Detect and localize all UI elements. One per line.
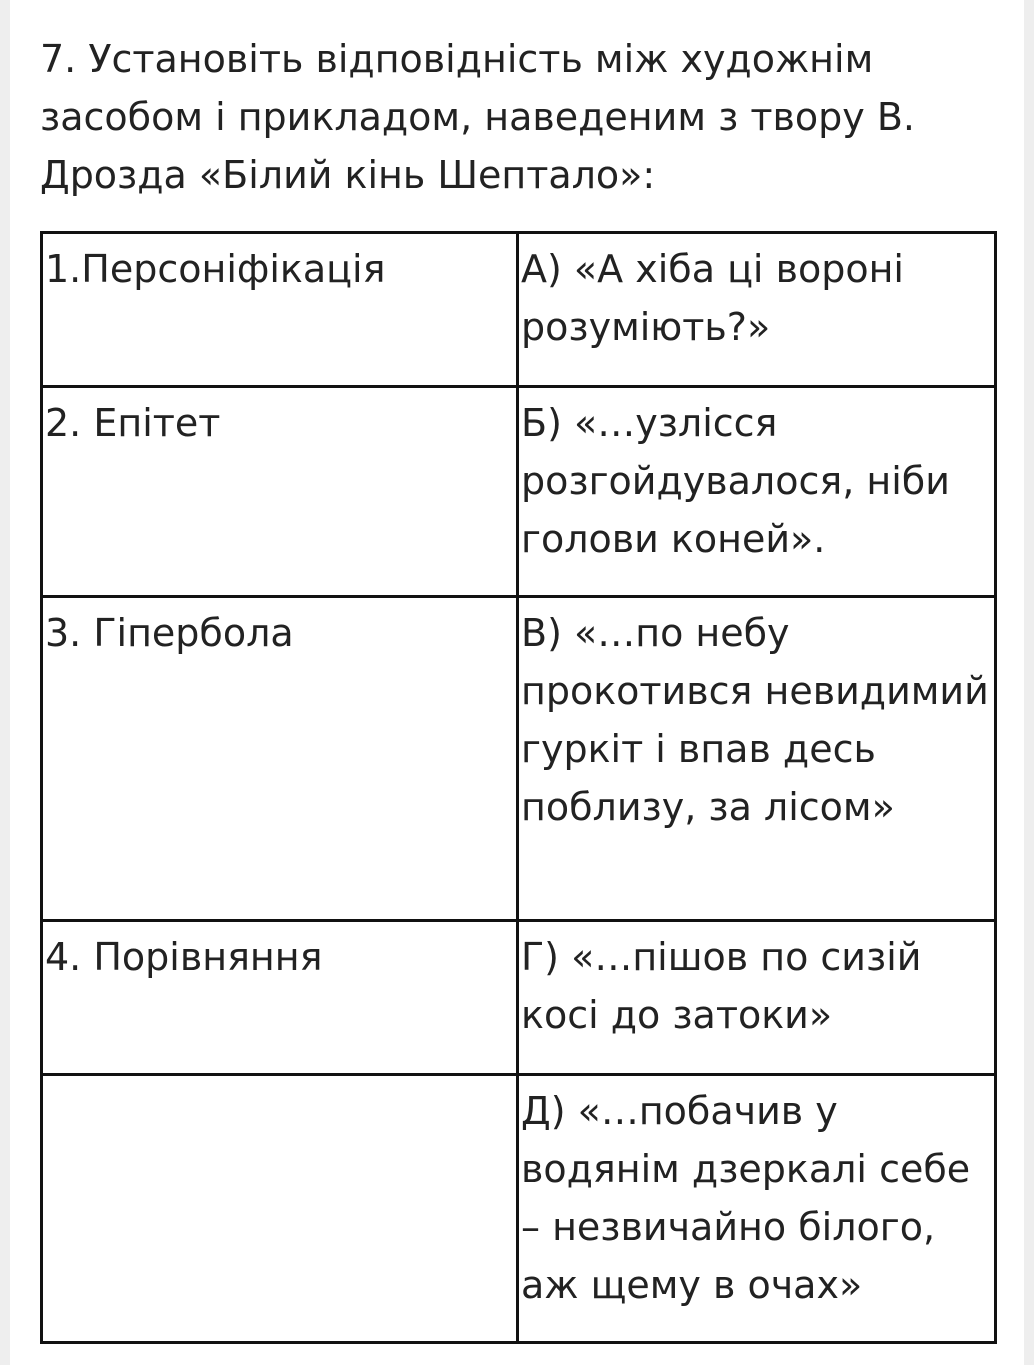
question-text: 7. Установіть відповідність між художнім засобом і прикладом, наведеним з твору В. Дрозда «Білий кінь Шептало»: — [40, 37, 915, 197]
term-cell: 3. Гіпербола — [42, 597, 518, 921]
example-cell: Г) «…пішов по сизій косі до затоки» — [518, 921, 996, 1075]
example-cell: А) «А хіба ці вороні розуміють?» — [518, 233, 996, 387]
table-row — [42, 233, 996, 387]
table-row — [42, 387, 996, 597]
matching-table — [40, 231, 997, 1344]
term-cell: 1.Персоніфікація — [42, 233, 518, 387]
table-row — [42, 921, 996, 1075]
example-cell: Б) «…узлісся розгойдувалося, ніби голови коней». — [518, 387, 996, 597]
term-cell: 4. Порівняння — [42, 921, 518, 1075]
term-cell: 2. Епітет — [42, 387, 518, 597]
table-row — [42, 1075, 996, 1343]
example-cell: Д) «…побачив у водянім дзеркалі себе – незвичайно білого, аж щему в очах» — [518, 1075, 996, 1343]
example-cell: В) «…по небу прокотився невидимий гуркіт і впав десь поблизу, за лісом» — [518, 597, 996, 921]
term-cell — [42, 1075, 518, 1343]
table-row — [42, 597, 996, 921]
